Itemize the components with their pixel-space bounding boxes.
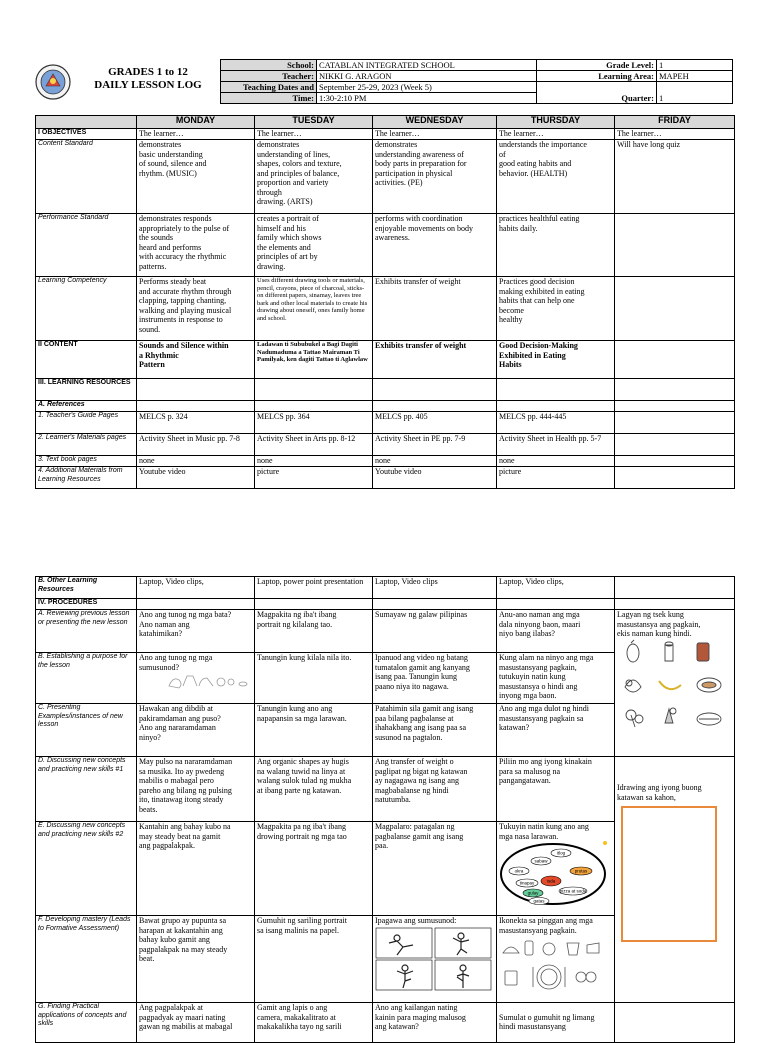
row-label-procedure-a: A. Reviewing previous lesson or presenting the new lesson xyxy=(36,610,137,653)
deped-seal-logo xyxy=(35,64,71,100)
drawing-box[interactable] xyxy=(621,806,717,942)
cell: demonstrates basic understanding of sound, silence and rhythm. (MUSIC) xyxy=(137,140,255,214)
table-row xyxy=(36,129,735,140)
row-label-procedure-c: C. Presenting Examples/instances of new lesson xyxy=(36,704,137,757)
cell: Magpakita ng iba't ibang portrait ng kilalang tao. xyxy=(255,610,373,653)
day-friday: FRIDAY xyxy=(615,116,735,129)
time-value: 1:30-2:10 PM xyxy=(317,93,537,104)
cell: Practices good decision making exhibited in eating habits that can help one become healthy xyxy=(497,277,615,341)
cell: Gumuhit ng sariling portrait sa isang malinis na papel. xyxy=(255,916,373,1003)
lesson-log-table-page-1 xyxy=(35,115,735,489)
table-row xyxy=(36,577,735,599)
row-label-objectives: I OBJECTIVES xyxy=(36,129,137,140)
lesson-log-table-page-2 xyxy=(35,576,735,1043)
balance-exercise-pictures xyxy=(375,926,495,992)
cell: Patahimin sila gamit ang isang paa bilang pagbalanse at ihahakbang ang isang paa sa susunod na pagtalon. xyxy=(373,704,497,757)
cell xyxy=(373,599,497,610)
cell: Hawakan ang dibdib at pakiramdaman ang puso? Ano ang nararamdaman ninyo? xyxy=(137,704,255,757)
cell: May pulso na nararamdaman sa musika. Ito ay pwedeng mabilis o mabagal pero pareho ang bilang ng pulsing ito, tinatawag itong steady beats. xyxy=(137,757,255,822)
cell-text: Ipagawa ang sumusunod: xyxy=(375,916,457,925)
cell: none xyxy=(497,456,615,467)
row-label-procedure-b: B. Establishing a purpose for the lesson xyxy=(36,653,137,704)
cell: Ang pagpalakpak at pagpadyak ay maari nating gawan ng mabilis at mabagal xyxy=(137,1003,255,1043)
cell xyxy=(255,401,373,412)
cell: Will have long quiz xyxy=(615,140,735,214)
row-label-other-resources: B. Other Learning Resources xyxy=(36,577,137,599)
cell: Gamit ang lapis o ang camera, makakalitrato at makakalikha tayo ng sarili xyxy=(255,1003,373,1043)
cell xyxy=(497,916,615,1003)
dates-value: September 25-29, 2023 (Week 5) xyxy=(317,82,537,93)
cell: Activity Sheet in Arts pp. 8-12 xyxy=(255,434,373,456)
cell xyxy=(615,412,735,434)
table-row xyxy=(36,140,735,214)
cell xyxy=(615,434,735,456)
table-row xyxy=(36,467,735,489)
table-row xyxy=(36,456,735,467)
cell: picture xyxy=(497,467,615,489)
table-row xyxy=(36,610,735,653)
cell: none xyxy=(255,456,373,467)
food-label: isda xyxy=(546,878,556,884)
cell: Activity Sheet in Health pp. 5-7 xyxy=(497,434,615,456)
food-label: gulay xyxy=(527,890,539,896)
cell xyxy=(615,379,735,401)
row-label-procedure-d: D. Discussing new concepts and practicing new skills #1 xyxy=(36,757,137,822)
cell: Youtube video xyxy=(137,467,255,489)
area-value: MAPEH xyxy=(657,71,733,82)
plate-matching-pictures xyxy=(499,935,611,995)
quarter-label: Quarter: xyxy=(537,82,657,104)
cell: Ang organic shapes ay hugis na walang tuwid na linya at walang sulok tulad ng mukha at ibang parte ng katawan. xyxy=(255,757,373,822)
school-label: School: xyxy=(221,60,317,71)
cell: Youtube video xyxy=(373,467,497,489)
cell: Exhibits transfer of weight xyxy=(373,341,497,379)
row-label-content-standard: Content Standard xyxy=(36,140,137,214)
cell xyxy=(137,401,255,412)
cell: Laptop, Video clips, xyxy=(137,577,255,599)
cell: Good Decision-Making Exhibited in Eating Habits xyxy=(497,341,615,379)
cell: understands the importance of good eating habits and behavior. (HEALTH) xyxy=(497,140,615,214)
cell xyxy=(373,401,497,412)
cell: picture xyxy=(255,467,373,489)
cell: Ano ang mga dulot ng hindi masustansyang pagkain sa katawan? xyxy=(497,704,615,757)
food-label: tinapay xyxy=(519,880,535,886)
row-label-procedure-f: F. Developing mastery (Leads to Formative Assessment) xyxy=(36,916,137,1003)
cell: The learner… xyxy=(373,129,497,140)
cell: The learner… xyxy=(497,129,615,140)
cell: Magpakita pa ng iba't ibang drowing portrait ng mga tao xyxy=(255,822,373,916)
row-label-performance-standard: Performance Standard xyxy=(36,214,137,277)
row-label-learning-competency: Learning Competency xyxy=(36,277,137,341)
cell xyxy=(497,401,615,412)
cell: Sounds and Silence within a Rhythmic Pattern xyxy=(137,341,255,379)
cell: The learner… xyxy=(615,129,735,140)
table-row xyxy=(36,277,735,341)
cell xyxy=(137,653,255,704)
form-title: GRADES 1 to 12 DAILY LESSON LOG xyxy=(94,66,202,91)
cell xyxy=(615,456,735,467)
cell xyxy=(373,916,497,1003)
table-row xyxy=(36,214,735,277)
dates-label: Teaching Dates and xyxy=(221,82,317,93)
cell: creates a portrait of himself and his family which shows the elements and principles of art by drawing. xyxy=(255,214,373,277)
cell: Ladawan ti Sububukel a Bagi Dagiti Nadumaduma a Tattao Mairaman Ti Pamilyak, ken dagiti Tattao ti Aglawlaw xyxy=(255,341,373,379)
cell: Magpalaro: patagalan ng pagbalanse gamit ang isang paa. xyxy=(373,822,497,916)
cell xyxy=(137,379,255,401)
cell: Piliin mo ang iyong kinakain para sa malusog na pangangatawan. xyxy=(497,757,615,822)
row-label-textbook: 3. Text book pages xyxy=(36,456,137,467)
cell: Tanungin kung ano ang napapansin sa mga larawan. xyxy=(255,704,373,757)
animal-sounds-pictures xyxy=(139,672,249,690)
row-label-procedure-e: E. Discussing new concepts and practicing new skills #2 xyxy=(36,822,137,916)
cell xyxy=(497,822,615,916)
day-wednesday: WEDNESDAY xyxy=(373,116,497,129)
cell xyxy=(615,599,735,610)
teacher-value: NIKKI G. ARAGON xyxy=(317,71,537,82)
cell: MELCS p. 324 xyxy=(137,412,255,434)
table-row xyxy=(36,599,735,610)
cell xyxy=(497,379,615,401)
cell xyxy=(255,379,373,401)
row-label-additional-materials: 4. Additional Materials from Learning Resources xyxy=(36,467,137,489)
day-tuesday: TUESDAY xyxy=(255,116,373,129)
friday-drawing-cell xyxy=(615,757,735,1003)
cell: Laptop, Video clips xyxy=(373,577,497,599)
cell: Activity Sheet in Music pp. 7-8 xyxy=(137,434,255,456)
row-label-teachers-guide: 1. Teacher's Guide Pages xyxy=(36,412,137,434)
cell: Activity Sheet in PE pp. 7-9 xyxy=(373,434,497,456)
cell xyxy=(615,401,735,412)
cell: Sumayaw ng galaw pilipinas xyxy=(373,610,497,653)
cell-text: Idrawing ang iyong buong katawan sa kahon, xyxy=(617,783,702,802)
row-label-procedure-g: G. Finding Practical applications of concepts and skills xyxy=(36,1003,137,1043)
cell: Performs steady beat and accurate rhythm through clapping, tapping chanting, walking and playing musical instruments in response to sound. xyxy=(137,277,255,341)
quarter-value: 1 xyxy=(657,82,733,104)
school-value: CATABLAN INTEGRATED SCHOOL xyxy=(317,60,537,71)
cell: practices healthful eating habits daily. xyxy=(497,214,615,277)
food-label: prutas xyxy=(574,868,588,874)
teacher-label: Teacher: xyxy=(221,71,317,82)
corner-cell xyxy=(36,116,137,129)
food-label: pizza at soda xyxy=(559,888,587,894)
cell: Ano ang kailangan nating kainin para maging malusog ang katawan? xyxy=(373,1003,497,1043)
cell: performs with coordination enjoyable movements on body awareness. xyxy=(373,214,497,277)
food-groups-diagram xyxy=(499,841,611,907)
table-row xyxy=(36,341,735,379)
cell: none xyxy=(137,456,255,467)
cell: MELCS pp. 364 xyxy=(255,412,373,434)
day-thursday: THURSDAY xyxy=(497,116,615,129)
area-label: Learning Area: xyxy=(537,71,657,82)
cell: Sumulat o gumuhit ng limang hindi masustansyang xyxy=(497,1003,615,1043)
cell xyxy=(373,379,497,401)
cell: Tanungin kung kilala nila ito. xyxy=(255,653,373,704)
row-label-learners-materials: 2. Learner's Materials pages xyxy=(36,434,137,456)
day-monday: MONDAY xyxy=(137,116,255,129)
cell xyxy=(615,467,735,489)
food-label: sabaw xyxy=(534,858,548,864)
food-pictures xyxy=(617,639,729,729)
table-row xyxy=(36,757,735,822)
row-label-content: II CONTENT xyxy=(36,341,137,379)
grade-value: 1 xyxy=(657,60,733,71)
table-row xyxy=(36,412,735,434)
cell: Laptop, power point presentation xyxy=(255,577,373,599)
row-label-references: A. References xyxy=(36,401,137,412)
grade-label: Grade Level: xyxy=(537,60,657,71)
friday-quiz-cell xyxy=(615,610,735,757)
cell xyxy=(615,1003,735,1043)
cell: Ang transfer of weight o paglipat ng bigat ng katawan ay nagagawa ng isang ang magbabalanse ng hindi natutumba. xyxy=(373,757,497,822)
cell: Anu-ano naman ang mga dala ninyong baon, maari niyo bang ilabas? xyxy=(497,610,615,653)
cell: Bawat grupo ay pupunta sa harapan at kakantahin ang bahay kubo gamit ang pagpalakpak na may steady beat. xyxy=(137,916,255,1003)
table-row xyxy=(36,434,735,456)
header-info-table xyxy=(220,59,733,104)
table-row xyxy=(36,379,735,401)
cell: none xyxy=(373,456,497,467)
cell xyxy=(615,341,735,379)
row-label-procedures: IV. PROCEDURES xyxy=(36,599,137,610)
cell: Exhibits transfer of weight xyxy=(373,277,497,341)
cell: demonstrates understanding of lines, shapes, colors and texture, and principles of balance, proportion and variety through drawing. (ARTS) xyxy=(255,140,373,214)
cell-text: Ikonekta sa pinggan ang mga masustansyang pagkain. xyxy=(499,916,593,935)
cell: Lagyan ng tsek kung masustansya ang pagkain, ekis naman kung hindi. xyxy=(617,610,701,638)
food-label: gatas xyxy=(533,898,545,904)
table-row xyxy=(36,1003,735,1043)
cell xyxy=(615,214,735,277)
cell xyxy=(137,599,255,610)
cell: MELCS pp. 444-445 xyxy=(497,412,615,434)
cell-text: Ano ang tunog ng mga sumusunod? xyxy=(139,653,213,672)
cell-text: Tukuyin natin kung ano ang mga nasa larawan. xyxy=(499,822,589,841)
cell: demonstrates responds appropriately to the pulse of the sounds heard and performs with accuracy the rhythmic patterns. xyxy=(137,214,255,277)
cell xyxy=(615,577,735,599)
cell: Laptop, Video clips, xyxy=(497,577,615,599)
cell: The learner… xyxy=(255,129,373,140)
cell: Kung alam na ninyo ang mga masustansyang pagkain, tutukuyin natin kung masustansya o hindi ang inyong mga baon. xyxy=(497,653,615,704)
cell xyxy=(615,277,735,341)
food-label: okra xyxy=(514,868,524,874)
time-label: Time: xyxy=(221,93,317,104)
cell: demonstrates understanding awareness of body parts in preparation for participation in physical activities. (PE) xyxy=(373,140,497,214)
food-label: itlog xyxy=(556,850,566,856)
table-row xyxy=(36,401,735,412)
cell: Ano ang tunog ng mga bata? Ano naman ang katahimikan? xyxy=(137,610,255,653)
cell: MELCS pp. 405 xyxy=(373,412,497,434)
row-label-learning-resources: III. LEARNING RESOURCES xyxy=(36,379,137,401)
cell: Kantahin ang bahay kubo na may steady beat na gamit ang pagpalakpak. xyxy=(137,822,255,916)
cell xyxy=(255,599,373,610)
cell xyxy=(497,599,615,610)
cell: The learner… xyxy=(137,129,255,140)
cell: Ipanuod ang video ng batang tumatalon gamit ang kanyang isang paa. Tanungin kung paano niya ito nagawa. xyxy=(373,653,497,704)
cell: Uses different drawing tools or materials, pencil, crayons, piece of charcoal, sticks-on different papers, sinamay, leaves tree bark and other local materials to create his drawing about oneself, ones family home and school. xyxy=(255,277,373,341)
